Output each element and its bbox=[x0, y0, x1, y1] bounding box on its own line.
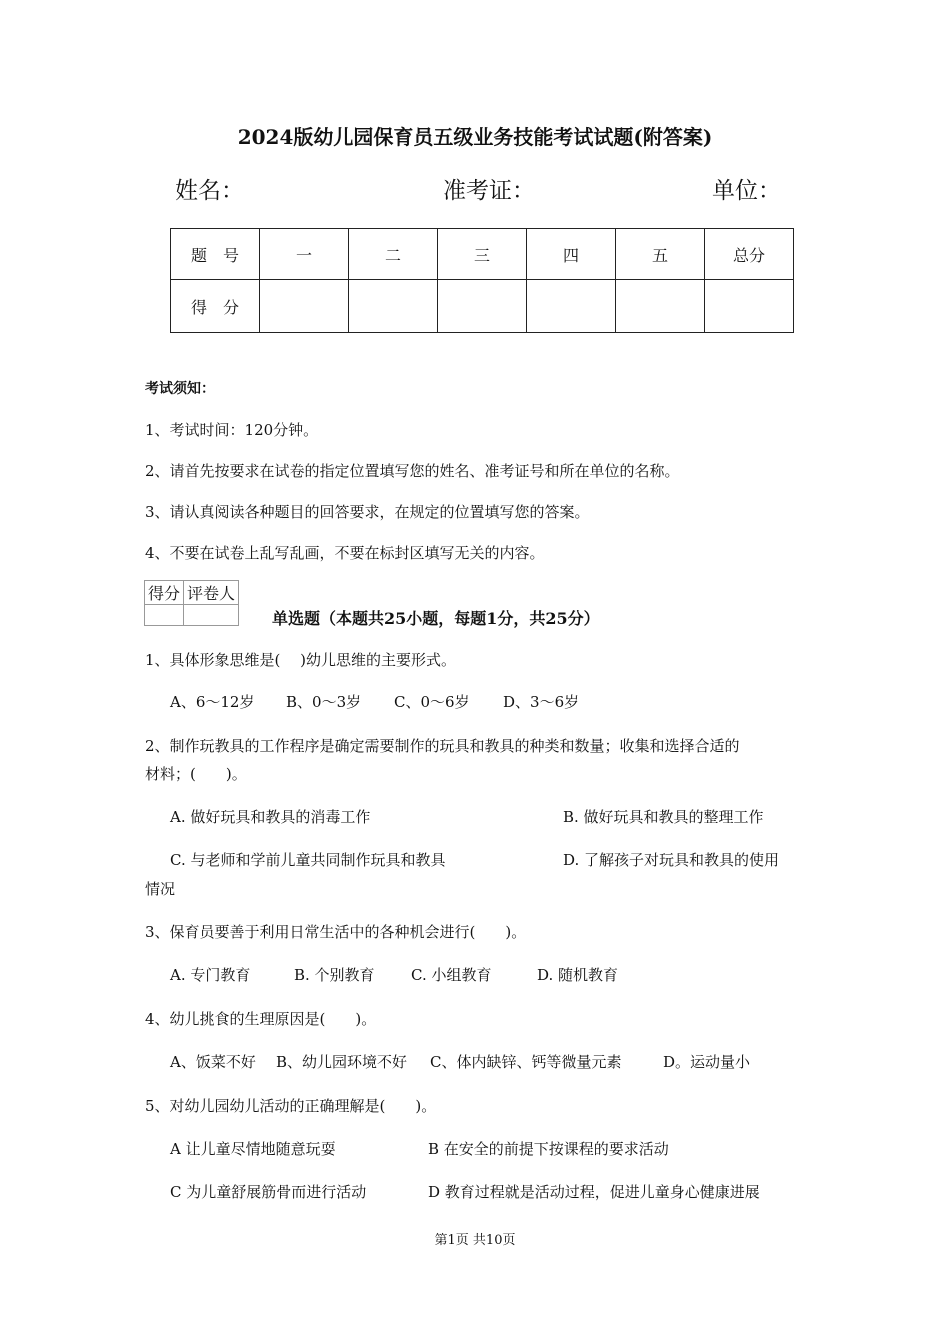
question-stem: 3、保育员要善于利用日常生活中的各种机会进行( )。 bbox=[145, 923, 527, 941]
header-cell: 一 bbox=[260, 229, 349, 280]
question-stem: 1、具体形象思维是( )幼儿思维的主要形式。 bbox=[145, 651, 457, 669]
option: B、幼儿园环境不好 bbox=[276, 1053, 408, 1071]
option: D。运动量小 bbox=[663, 1053, 751, 1071]
grader-box bbox=[144, 580, 239, 626]
unit-field-label: 单位： bbox=[712, 178, 781, 204]
question-stem: 4、幼儿挑食的生理原因是( )。 bbox=[145, 1010, 377, 1028]
question-stem: 5、对幼儿园幼儿活动的正确理解是( )。 bbox=[145, 1097, 437, 1115]
score-cell[interactable] bbox=[349, 280, 438, 333]
option: C 为儿童舒展筋骨而进行活动 bbox=[170, 1183, 367, 1201]
header-cell: 四 bbox=[527, 229, 616, 280]
header-cell: 总分 bbox=[705, 229, 794, 280]
notice-item: 1、考试时间：120分钟。 bbox=[145, 421, 319, 439]
option: B. 做好玩具和教具的整理工作 bbox=[563, 808, 764, 826]
score-cell[interactable] bbox=[527, 280, 616, 333]
header-cell: 五 bbox=[616, 229, 705, 280]
option-cont: 情况 bbox=[145, 880, 176, 898]
notice-heading: 考试须知： bbox=[145, 381, 215, 397]
option: A 让儿童尽情地随意玩耍 bbox=[170, 1140, 336, 1158]
header-cell: 二 bbox=[349, 229, 438, 280]
header-cell: 题 号 bbox=[171, 229, 260, 280]
section-title: 单选题（本题共25小题，每题1分，共25分） bbox=[272, 609, 600, 628]
grader-reviewer-label: 评卷人 bbox=[184, 581, 239, 605]
header-cell: 三 bbox=[438, 229, 527, 280]
option: C、0～6岁 bbox=[394, 693, 470, 711]
name-field-label: 姓名： bbox=[175, 178, 244, 204]
score-table-score-row bbox=[171, 280, 794, 333]
score-cell[interactable] bbox=[260, 280, 349, 333]
option: B. 个别教育 bbox=[294, 966, 375, 984]
option: B、0～3岁 bbox=[286, 693, 362, 711]
score-cell[interactable] bbox=[705, 280, 794, 333]
option: C. 小组教育 bbox=[411, 966, 492, 984]
option: A、6～12岁 bbox=[170, 693, 255, 711]
option: C、体内缺锌、钙等微量元素 bbox=[430, 1053, 622, 1071]
grader-reviewer-cell[interactable] bbox=[184, 605, 239, 626]
score-table bbox=[170, 228, 794, 333]
page-title: 2024版幼儿园保育员五级业务技能考试试题(附答案) bbox=[237, 125, 713, 149]
option: C. 与老师和学前儿童共同制作玩具和教具 bbox=[170, 851, 446, 869]
notice-item: 4、不要在试卷上乱写乱画，不要在标封区填写无关的内容。 bbox=[145, 544, 545, 562]
grader-score-cell[interactable] bbox=[145, 605, 184, 626]
question-stem-cont: 材料；( )。 bbox=[145, 765, 247, 783]
question-stem: 2、制作玩教具的工作程序是确定需要制作的玩具和教具的种类和数量；收集和选择合适的 bbox=[145, 737, 740, 755]
option: D. 随机教育 bbox=[537, 966, 619, 984]
score-cell[interactable] bbox=[438, 280, 527, 333]
score-row-label: 得 分 bbox=[171, 280, 260, 333]
option: B 在安全的前提下按课程的要求活动 bbox=[428, 1140, 669, 1158]
notice-item: 3、请认真阅读各种题目的回答要求，在规定的位置填写您的答案。 bbox=[145, 503, 590, 521]
option: D 教育过程就是活动过程，促进儿童身心健康进展 bbox=[428, 1183, 760, 1201]
score-table-header-row bbox=[171, 229, 794, 280]
option: A. 做好玩具和教具的消毒工作 bbox=[170, 808, 371, 826]
exam-id-field-label: 准考证： bbox=[443, 178, 535, 204]
option: D. 了解孩子对玩具和教具的使用 bbox=[563, 851, 780, 869]
grader-score-label: 得分 bbox=[145, 581, 184, 605]
page-footer: 第1页 共10页 bbox=[434, 1233, 516, 1248]
score-cell[interactable] bbox=[616, 280, 705, 333]
option: D、3～6岁 bbox=[503, 693, 580, 711]
option: A. 专门教育 bbox=[170, 966, 251, 984]
option: A、饭菜不好 bbox=[170, 1053, 256, 1071]
notice-item: 2、请首先按要求在试卷的指定位置填写您的姓名、准考证号和所在单位的名称。 bbox=[145, 462, 680, 480]
